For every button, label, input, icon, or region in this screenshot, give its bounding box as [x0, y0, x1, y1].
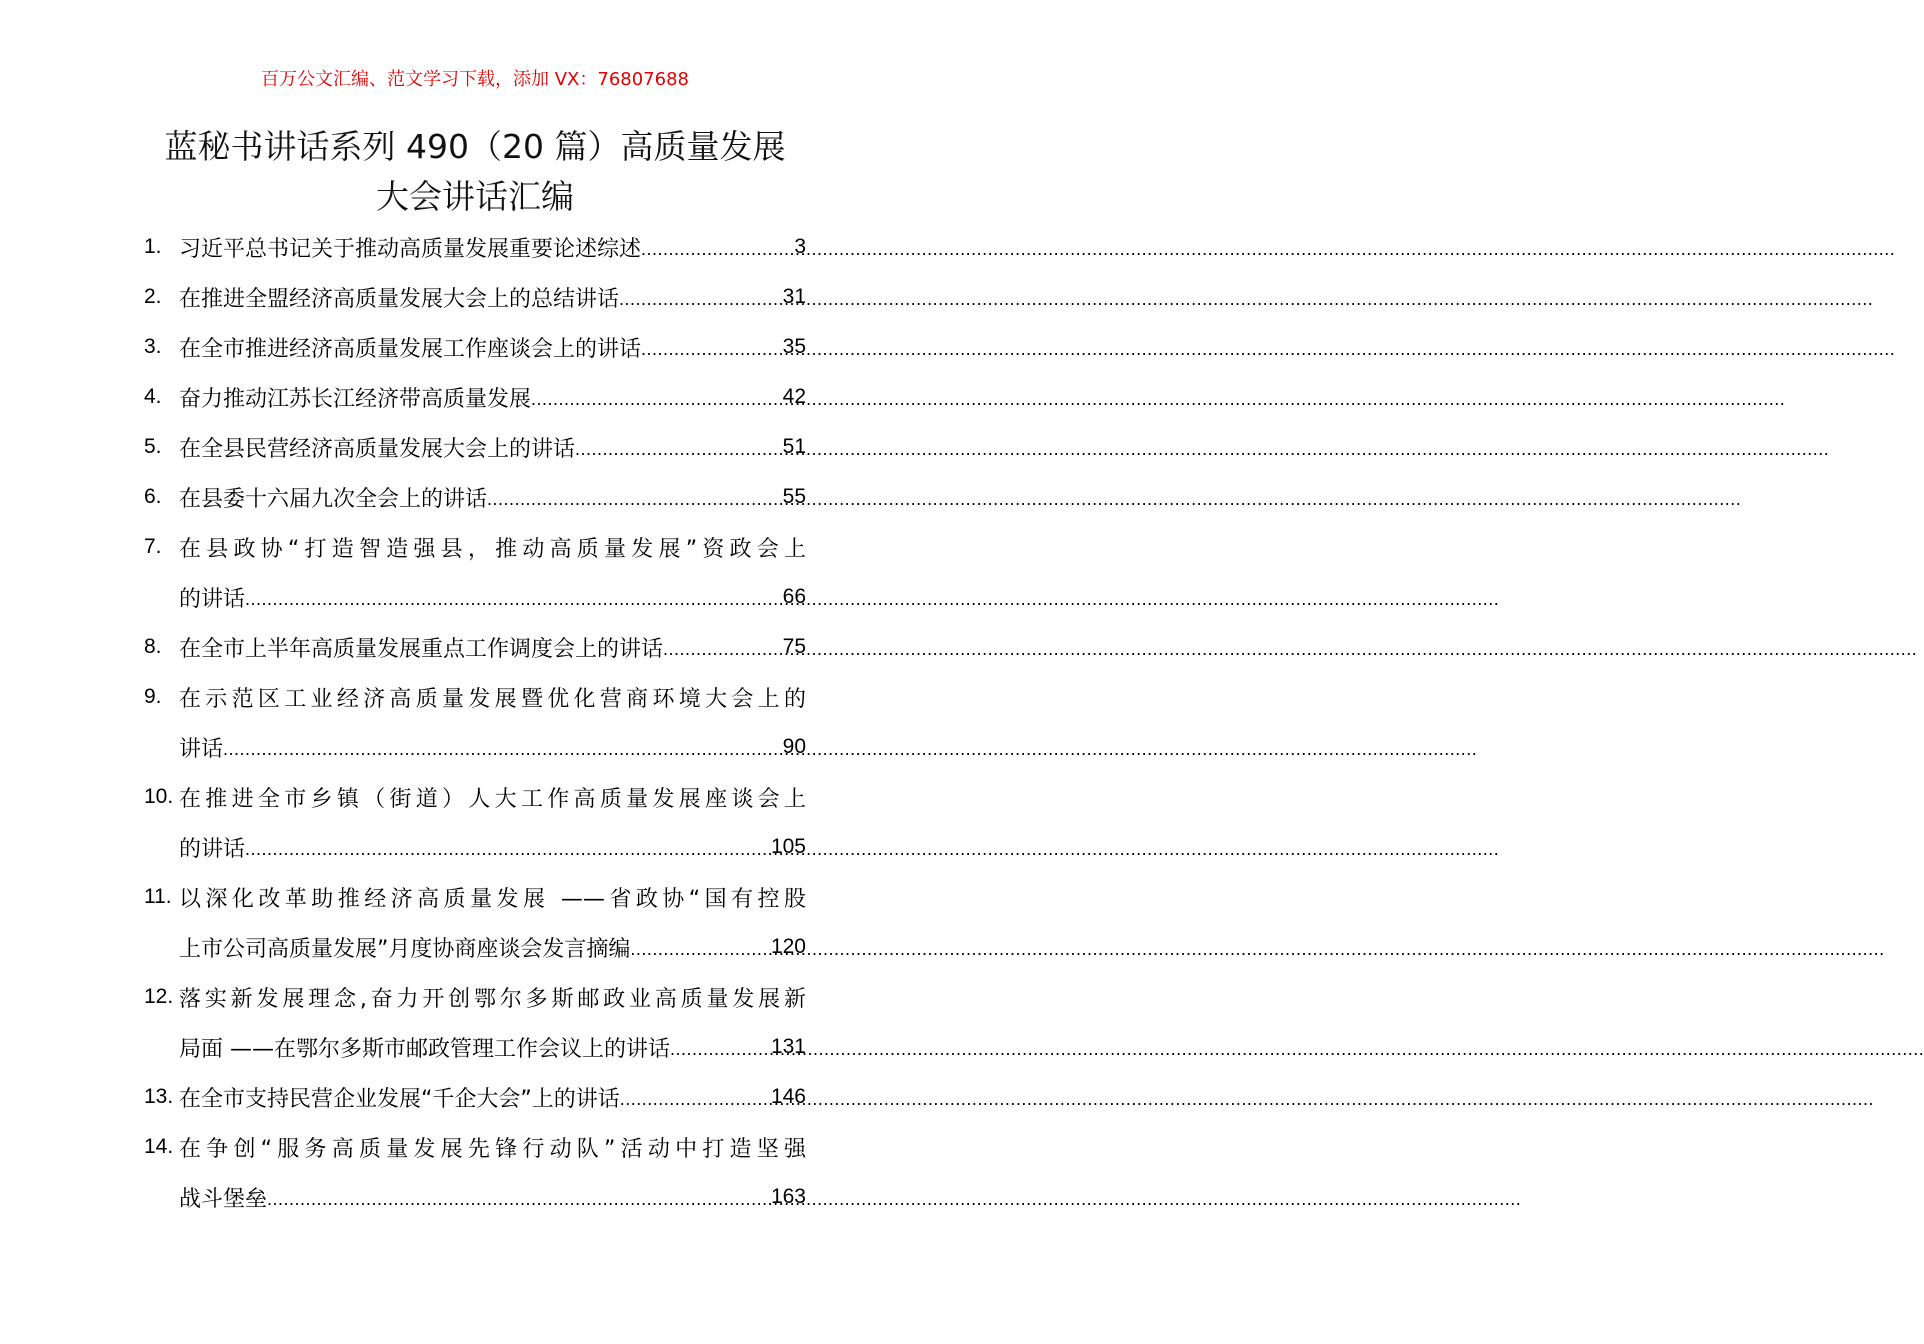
toc-entry-number: 6. [144, 485, 162, 508]
toc-entry[interactable] [144, 322, 806, 372]
toc-entry[interactable] [144, 372, 806, 422]
toc-entry-page-number: 163 [770, 1185, 806, 1208]
toc-entry[interactable] [144, 672, 806, 772]
title-line-1: 蓝秘书讲话系列 490（20 篇）高质量发展 [164, 127, 786, 166]
toc-entry-title-continued: 讲话 [179, 736, 224, 762]
toc-entry[interactable] [144, 1072, 806, 1122]
toc-entry-page-number: 55 [782, 485, 806, 508]
dot-leader [223, 739, 782, 760]
toc-entry-title: 习近平总书记关于推动高质量发展重要论述综述 [179, 236, 642, 262]
toc-entry-page-number: 105 [770, 835, 806, 858]
toc-entry-title-continued: 战斗堡垒 [179, 1186, 268, 1212]
toc-entry-page-number: 31 [782, 285, 806, 308]
toc-entry-title: 奋力推动江苏长江经济带高质量发展 [179, 386, 532, 412]
toc-entry-number: 5. [144, 435, 162, 458]
dot-leader [670, 1039, 770, 1060]
dot-leader [245, 839, 770, 860]
dot-leader [245, 589, 782, 610]
dot-leader [487, 489, 782, 510]
dot-leader [663, 639, 782, 660]
toc-entry-number: 13. [144, 1085, 174, 1108]
toc-entry-page-number: 146 [770, 1085, 806, 1108]
dot-leader [630, 939, 770, 960]
dot-leader [267, 1189, 770, 1210]
toc-entry-number: 14. [144, 1135, 174, 1158]
toc-entry-title-continued: 的讲话 [179, 836, 246, 862]
toc-entry-number: 8. [144, 635, 162, 658]
toc-entry-title: 在县委十六届九次全会上的讲话 [179, 486, 488, 512]
toc-entry[interactable] [144, 622, 806, 672]
toc-entry-page-number: 75 [782, 635, 806, 658]
toc-entry-title: 在全市上半年高质量发展重点工作调度会上的讲话 [179, 636, 664, 662]
toc-entry[interactable] [144, 872, 806, 972]
toc-entry-page-number: 66 [782, 585, 806, 608]
title-line-2: 大会讲话汇编 [376, 177, 574, 216]
toc-entry-title-continued: 上市公司高质量发展”月度协商座谈会发言摘编 [179, 936, 631, 962]
toc-entry-number: 3. [144, 335, 162, 358]
toc-entry-number: 12. [144, 985, 174, 1008]
dot-leader [641, 239, 793, 260]
toc-entry-page-number: 42 [782, 385, 806, 408]
table-of-contents [144, 222, 806, 1222]
toc-entry-title: 在推进全盟经济高质量发展大会上的总结讲话 [179, 286, 620, 312]
toc-entry[interactable] [144, 522, 806, 622]
toc-entry-number: 11. [144, 885, 172, 908]
dot-leader [575, 439, 782, 460]
dot-leader [619, 289, 782, 310]
toc-entry-title: 在示范区工业经济高质量发展暨优化营商环境大会上的 [179, 686, 806, 712]
toc-entry[interactable] [144, 272, 806, 322]
toc-entry-title: 在全县民营经济高质量发展大会上的讲话 [179, 436, 576, 462]
toc-entry[interactable] [144, 472, 806, 522]
toc-entry-number: 10. [144, 785, 174, 808]
toc-entry-title: 在全市支持民营企业发展“千企大会”上的讲话 [179, 1086, 620, 1112]
toc-entry[interactable] [144, 972, 806, 1072]
dot-leader [620, 1089, 770, 1110]
toc-entry-page-number: 120 [770, 935, 806, 958]
toc-entry-title: 落实新发展理念,奋力开创鄂尔多斯邮政业高质量发展新 [179, 986, 806, 1012]
toc-entry-title-continued: 局面 ——在鄂尔多斯市邮政管理工作会议上的讲话 [179, 1036, 670, 1062]
dot-leader [641, 339, 782, 360]
toc-entry-page-number: 51 [782, 435, 806, 458]
dot-leader [531, 389, 782, 410]
toc-entry-page-number: 3 [794, 235, 806, 258]
toc-entry-number: 7. [144, 535, 162, 558]
toc-entry-number: 4. [144, 385, 162, 408]
header-banner: 百万公文汇编、范文学习下载，添加 VX：76807688 [261, 69, 689, 90]
toc-entry-page-number: 35 [782, 335, 806, 358]
toc-entry-number: 1. [144, 235, 162, 258]
toc-entry-title: 在县政协“打造智造强县，推动高质量发展”资政会上 [179, 536, 806, 562]
toc-entry-title: 在推进全市乡镇（街道）人大工作高质量发展座谈会上 [179, 786, 806, 812]
document-title [100, 122, 850, 222]
toc-entry-number: 9. [144, 685, 162, 708]
toc-entry[interactable] [144, 1122, 806, 1222]
toc-entry[interactable] [144, 772, 806, 872]
toc-entry-title-continued: 的讲话 [179, 586, 246, 612]
toc-entry[interactable] [144, 422, 806, 472]
toc-entry-title: 在争创“服务高质量发展先锋行动队”活动中打造坚强 [179, 1136, 806, 1162]
toc-entry-page-number: 131 [770, 1035, 806, 1058]
toc-entry-page-number: 90 [782, 735, 806, 758]
toc-entry-title: 以深化改革助推经济高质量发展 ——省政协“国有控股 [179, 886, 806, 912]
toc-entry-title: 在全市推进经济高质量发展工作座谈会上的讲话 [179, 336, 642, 362]
toc-entry-number: 2. [144, 285, 162, 308]
toc-entry[interactable] [144, 222, 806, 272]
